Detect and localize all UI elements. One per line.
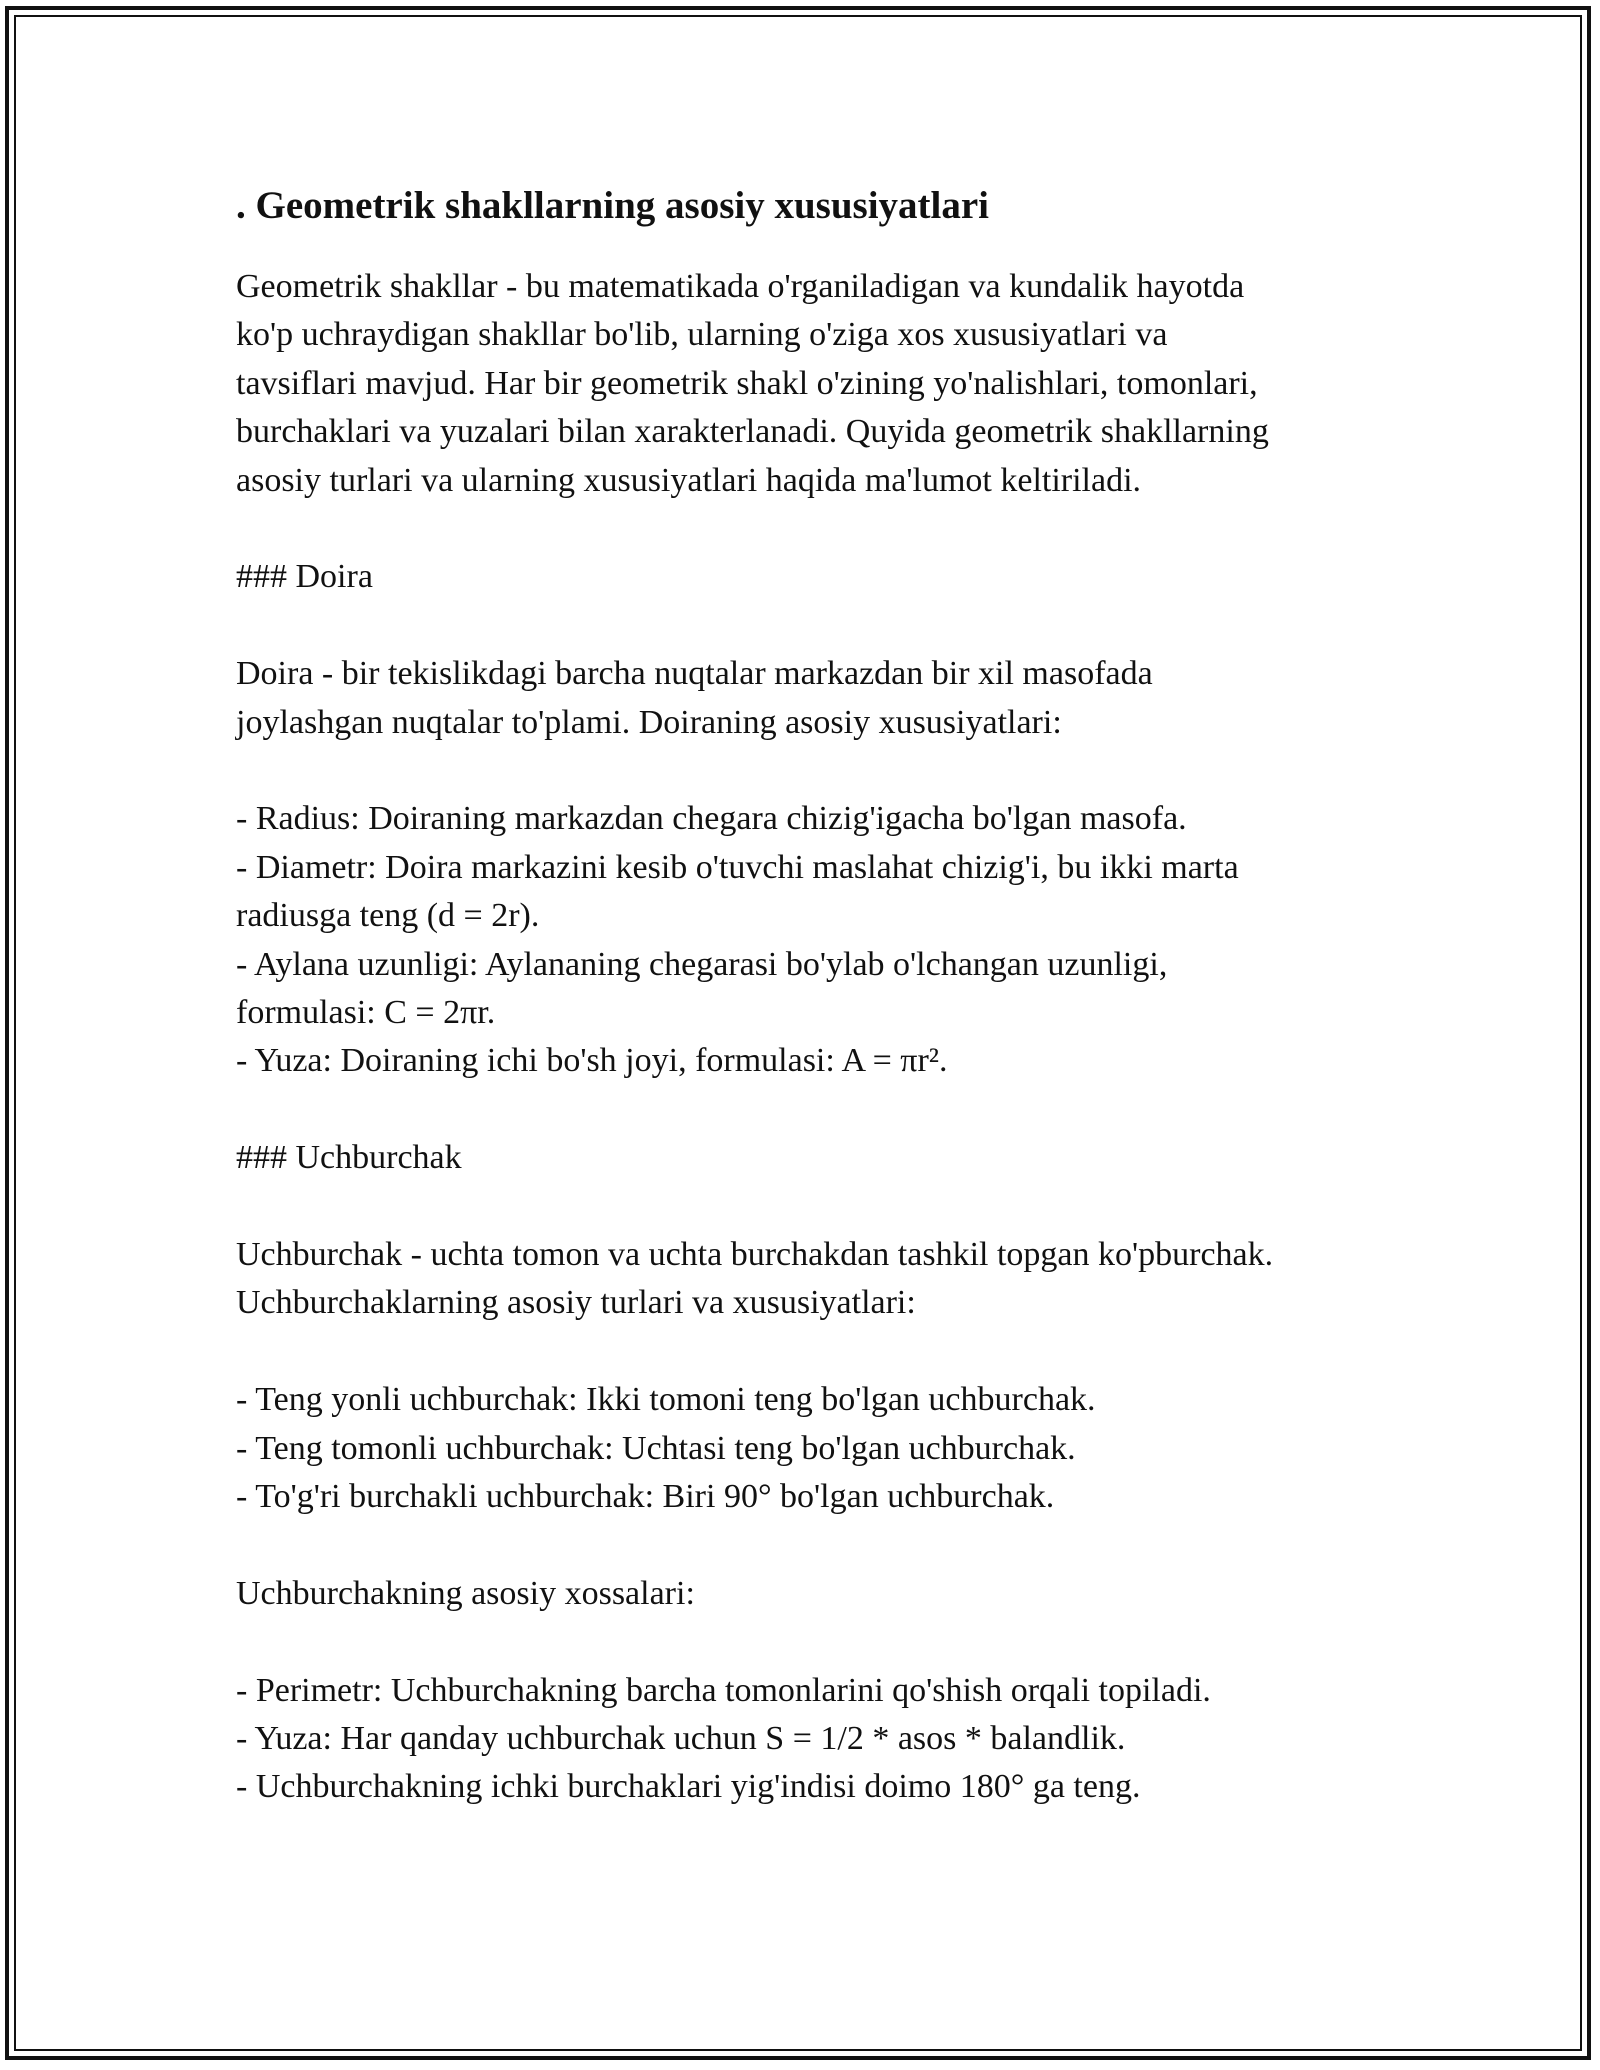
uchburchak-heading: ### Uchburchak xyxy=(236,1139,462,1177)
spacer xyxy=(236,505,1376,553)
spacer xyxy=(236,1618,1376,1666)
doira-heading: ### Doira xyxy=(236,558,373,596)
intro-paragraph: Geometrik shakllar - bu matematikada o'rganiladigan va kundalik hayotda ko'p uchraydigan shakllar bo'lib, ularning o'ziga xos xususiyatlari va tavsiflari mavjud. Har bir geometrik shakl o'zining yo'nalishlari, tomonlari, burchaklari va yuzalari bilan xarakterlanadi. Quyida geometrik shakllarning asosiy turlari va ularning xususiyatlari haqida ma'lumot keltiriladi. xyxy=(236,268,1269,499)
xossalar-list: - Perimetr: Uchburchakning barcha tomonlarini qo'shish orqali topiladi. - Yuza: Har qanday uchburchak uchun S = 1/2 * asos * balandlik. - Uchburchakning ichki burchaklari yig'indisi doimo 180° ga teng. xyxy=(236,1671,1211,1806)
spacer xyxy=(236,747,1376,795)
spacer xyxy=(236,1328,1376,1376)
doira-properties-list: - Radius: Doiraning markazdan chegara chizig'igacha bo'lgan masofa. - Diametr: Doira markazini kesib o'tuvchi maslahat chizig'i, bu ikki marta radiusga teng (d = 2r). - Aylana uzunligi: Aylananing chegarasi bo'ylab o'lchangan uzunligi, formulasi: C = 2πr. - Yuza: Doiraning ichi bo'sh joyi, formulasi: A = πr². xyxy=(236,800,1239,1080)
doira-intro-paragraph: Doira - bir tekislikdagi barcha nuqtalar markazdan bir xil masofada joylashgan nuqtalar to'plami. Doiraning asosiy xususiyatlari: xyxy=(236,655,1153,741)
uchburchak-types-list: - Teng yonli uchburchak: Ikki tomoni teng bo'lgan uchburchak. - Teng tomonli uchburchak: Uchtasi teng bo'lgan uchburchak. - To'g'ri burchakli uchburchak: Biri 90° bo'lgan uchburchak. xyxy=(236,1381,1096,1516)
uchburchak-intro-paragraph: Uchburchak - uchta tomon va uchta burchakdan tashkil topgan ko'pburchak. Uchburchaklarning asosiy turlari va xususiyatlari: xyxy=(236,1236,1274,1322)
spacer xyxy=(236,1521,1376,1569)
spacer xyxy=(236,602,1376,650)
spacer xyxy=(236,1183,1376,1231)
document-body xyxy=(236,183,1376,1812)
spacer xyxy=(236,1086,1376,1134)
document-title: . Geometrik shakllarning asosiy xususiyatlari xyxy=(236,184,989,227)
xossalar-heading: Uchburchakning asosiy xossalari: xyxy=(236,1574,695,1612)
